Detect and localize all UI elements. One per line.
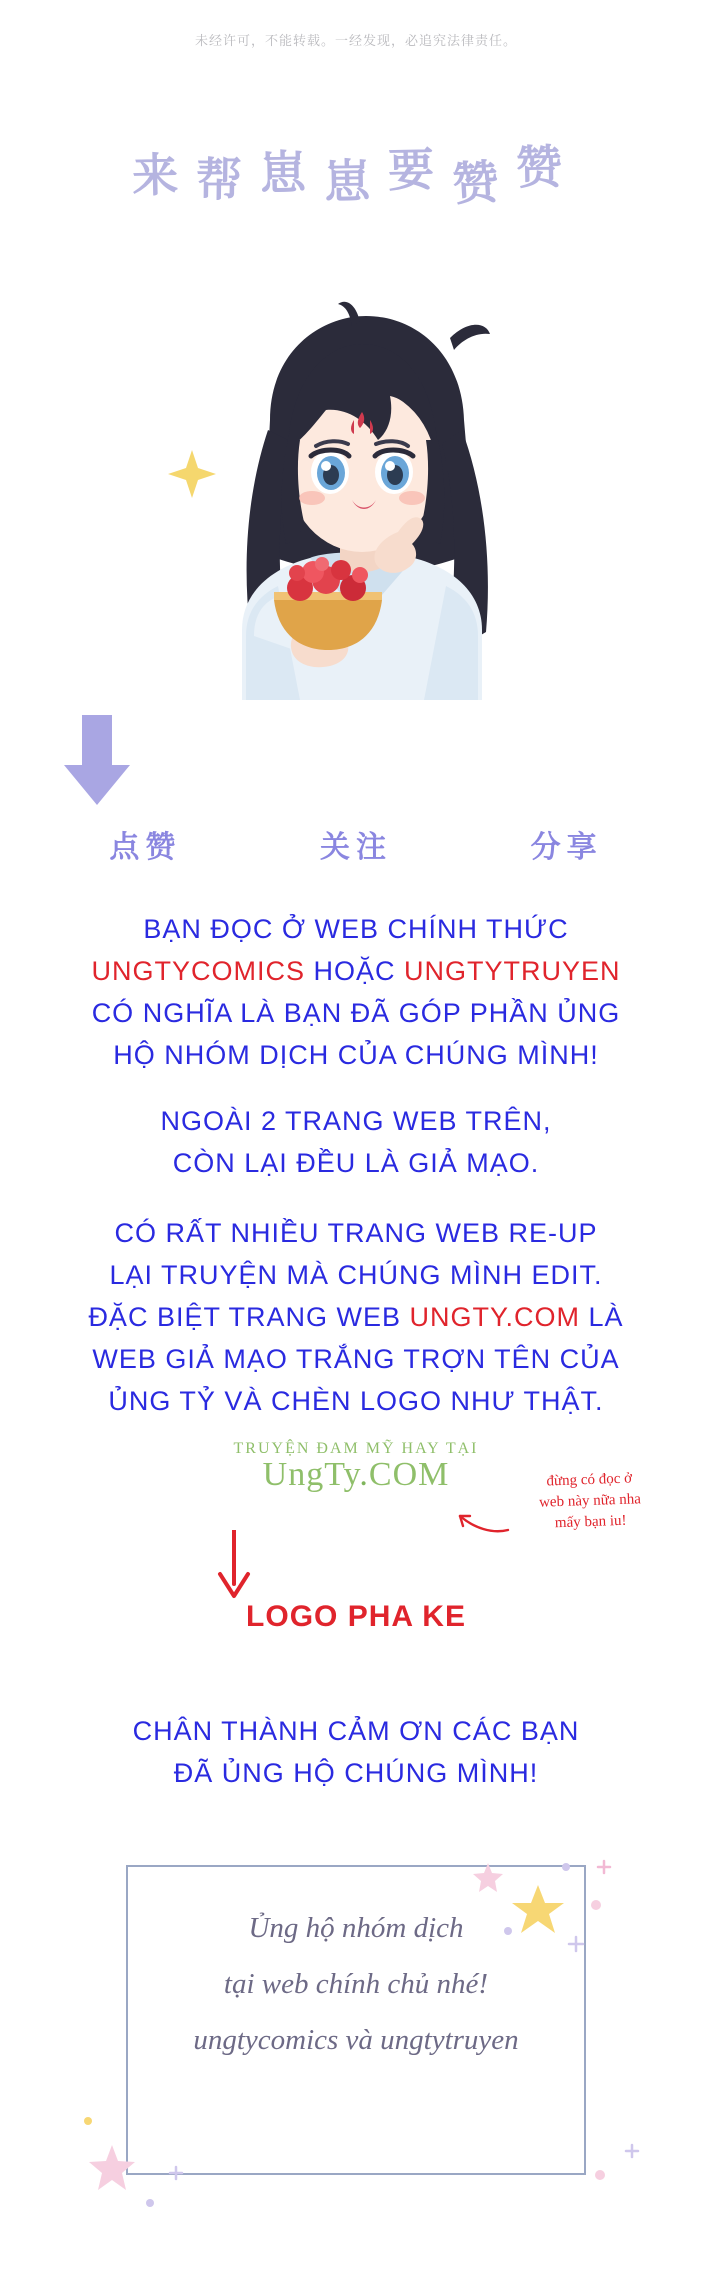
official-web-message: [0, 908, 712, 1076]
action-like[interactable]: 点赞: [109, 830, 182, 865]
msg2-line2: CÒN LẠI ĐỀU LÀ GIẢ MẠO.: [172, 1148, 540, 1178]
msg1-line1: BẠN ĐỌC Ở WEB CHÍNH THỨC: [143, 914, 569, 944]
site-name-ungtycomics: UNGTYCOMICS: [91, 956, 305, 986]
action-share[interactable]: 分享: [530, 830, 603, 865]
fake-sites-warning: [0, 1100, 712, 1184]
thanks-line1: CHÂN THÀNH CẢM ƠN CÁC BẠN: [132, 1716, 580, 1746]
fake-logo-label: LOGO PHA KE: [246, 1600, 466, 1633]
chinese-headline: [0, 128, 712, 212]
thanks-message: [0, 1710, 712, 1794]
fake-logo-dot: .: [359, 1456, 369, 1493]
fake-logo-subtitle: TRUYỆN ĐAM MỸ HAY TẠI: [233, 1440, 479, 1457]
msg3-line3-post: LÀ: [580, 1302, 624, 1332]
headline-char-2: 帮: [195, 152, 261, 208]
headline-char-1: 来: [131, 147, 197, 203]
msg2-line1: NGOÀI 2 TRANG WEB TRÊN,: [160, 1106, 552, 1136]
thanks-line2: ĐÃ ỦNG HỘ CHÚNG MÌNH!: [173, 1758, 539, 1788]
fake-logo-part-a: UngTy: [262, 1456, 360, 1493]
msg3-line5: ỦNG TỶ VÀ CHÈN LOGO NHƯ THẬT.: [108, 1386, 604, 1416]
msg1-line4: HỘ NHÓM DỊCH CỦA CHÚNG MÌNH!: [113, 1040, 599, 1070]
msg1-line3: CÓ NGHĨA LÀ BẠN ĐÃ GÓP PHẦN ỦNG: [91, 998, 621, 1028]
msg1-line2-mid: HOẶC: [304, 956, 404, 986]
msg3-line1: CÓ RẤT NHIỀU TRANG WEB RE-UP: [114, 1218, 598, 1248]
action-labels-row: [0, 822, 712, 866]
action-follow[interactable]: 关注: [319, 830, 392, 865]
msg1-line2: [0, 950, 712, 992]
site-name-ungtytruyen: UNGTYTRUYEN: [404, 956, 621, 986]
card-line-2: tại web chính chủ nhé!: [223, 1968, 489, 2000]
card-line-1: Ủng hộ nhóm dịch: [248, 1912, 464, 1944]
handwritten-note: [499, 1467, 681, 1536]
headline-char-6: 赞: [450, 153, 518, 212]
msg3-line4: WEB GIẢ MẠO TRẮNG TRỢN TÊN CỦA: [92, 1344, 620, 1374]
msg3-line3: [0, 1296, 712, 1338]
note-line-1: đừng có đọc ở: [546, 1470, 633, 1490]
fake-site-name: UNGTY.COM: [409, 1302, 581, 1332]
note-line-2: web này nữa nha: [538, 1491, 642, 1511]
fake-logo-part-b: COM: [368, 1456, 450, 1493]
copyright-notice: 未经许可，不能转载。一经发现，必追究法律责任。: [194, 34, 517, 49]
card-line-3: ungtycomics và ungtytruyen: [193, 2024, 519, 2056]
character-illustration: [150, 300, 570, 700]
red-down-arrow-icon: [214, 1530, 254, 1600]
reup-warning: [0, 1212, 712, 1422]
msg3-line3-pre: ĐẶC BIỆT TRANG WEB: [88, 1302, 410, 1332]
headline-char-5: 要: [387, 141, 453, 198]
headline-char-4: 崽: [323, 153, 389, 209]
support-card-text: [0, 1900, 712, 2068]
down-arrow-icon: [62, 715, 132, 807]
note-line-3: mấy bạn iu!: [554, 1512, 627, 1532]
headline-char-7: 赞: [515, 139, 581, 195]
headline-char-3: 崽: [259, 144, 325, 201]
msg3-line2: LẠI TRUYỆN MÀ CHÚNG MÌNH EDIT.: [109, 1260, 603, 1290]
